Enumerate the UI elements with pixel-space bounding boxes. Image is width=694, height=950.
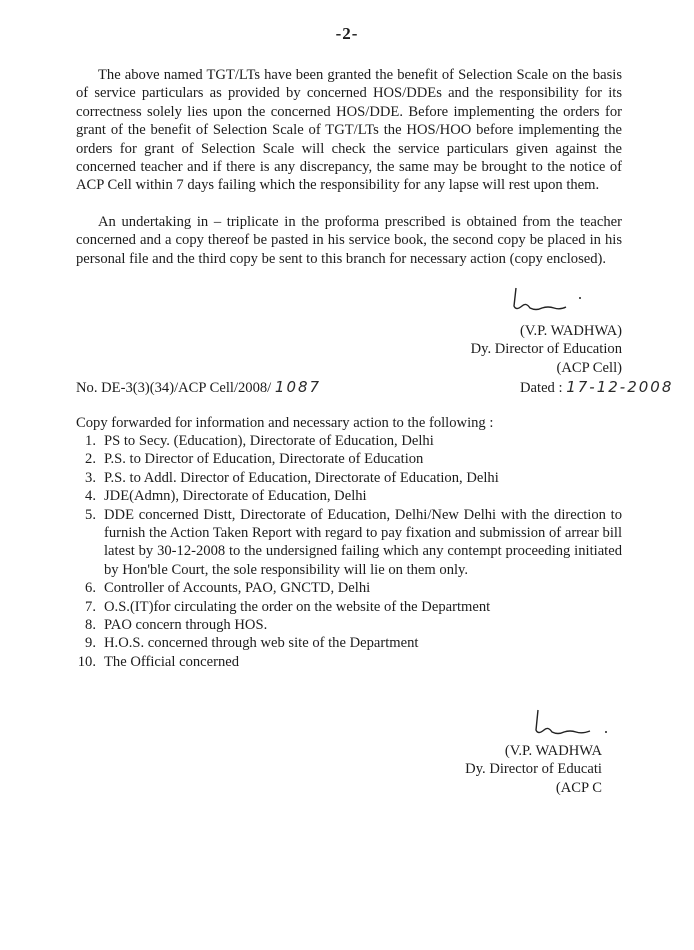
list-item-number: 1. [85,433,96,449]
recipient-list [76,432,622,671]
list-item-number: 3. [85,469,96,486]
signatory-unit: (ACP Cell) [556,359,622,376]
signature-block-1 [471,322,622,377]
signatory-unit: (ACP C [555,779,602,796]
list-item [76,450,622,468]
list-item-text: PAO concern through HOS. [104,617,268,634]
list-item-number: 5. [85,506,96,523]
list-item-number: 10. [77,653,96,670]
copy-forwarded-heading: Copy forwarded for information and necessary action to the following : [76,415,494,431]
list-item [76,579,622,597]
list-item-number: 8. [85,617,96,634]
list-item-text: Controller of Accounts, PAO, GNCTD, Delhi [104,580,371,597]
list-item-number: 4. [85,488,96,505]
list-item [76,469,622,487]
list-item-number: 6. [85,580,96,597]
list-item-number: 7. [85,598,96,615]
list-item-text: P.S. to Addl. Director of Education, Directorate of Education, Delhi [104,469,499,486]
dated-label: Dated : [520,380,563,396]
reference-line [76,378,674,397]
signatory-designation: Dy. Director of Education [470,341,622,358]
list-item-number: 9. [85,635,96,652]
list-item-text: P.S. to Director of Education, Directorate of Education [104,451,424,468]
list-item-text: H.O.S. concerned through web site of the Department [104,635,419,652]
paragraph-selection-scale: The above named TGT/LTs have been granted the benefit of Selection Scale on the basis of service particulars as provided by concerned HOS/DDEs and the responsibility for its correctness solely lies upon the concerned HOS/DDE. Before implementing the orders for grant of the benefit of Selection Scale of TGT/LTs the HOS/HOO before implementing the orders for grant of Selection Scale will check the service particulars given against the concerned teacher and if there is any discrepancy, the same may be brought to the notice of ACP Cell within 7 days failing which the responsibility for any lapse will rest upon them. [76,67,622,194]
list-item [76,506,622,580]
list-item-text: The Official concerned [104,653,240,670]
list-item-text: PS to Secy. (Education), Directorate of Education, Delhi [104,433,434,449]
list-item [76,616,622,634]
page-number: -2- [335,24,359,43]
list-item-text: O.S.(IT)for circulating the order on the website of the Department [104,598,491,615]
list-item [76,653,622,671]
dated-field [520,378,673,397]
signatory-name: (V.P. WADHWA [504,743,602,759]
handwritten-date: 17-12-2008 [566,378,674,396]
list-item [76,487,622,505]
list-item [76,432,622,450]
reference-number: No. DE-3(3)(34)/ACP Cell/2008/ [76,380,272,396]
signatory-name: (V.P. WADHWA) [519,323,622,339]
signature-scribble-1 [508,284,598,316]
signature-scribble-2 [528,706,618,740]
list-item [76,598,622,616]
list-item-text: DDE concerned Distt, Directorate of Education, Delhi/New Delhi with the direction to furnish the Action Taken Report with regard to pay fixation and submission of arrear bill latest by 30-12-2008 to the undersigned failing which any contempt proceeding initiated by Hon'ble Court, the sole responsibility will lie on them only. [104,506,622,578]
list-item [76,634,622,652]
list-item-number: 2. [85,451,96,468]
list-item-text: JDE(Admn), Directorate of Education, Delhi [104,488,367,505]
signatory-designation: Dy. Director of Educati [465,761,602,778]
handwritten-reference-number: 1087 [274,378,322,396]
paragraph-undertaking: An undertaking in – triplicate in the proforma prescribed is obtained from the teacher concerned and a copy thereof be pasted in his service book, the second copy be placed in his personal file and the third copy be sent to this branch for necessary action (copy enclosed). [76,214,622,267]
signature-block-2 [465,742,602,797]
